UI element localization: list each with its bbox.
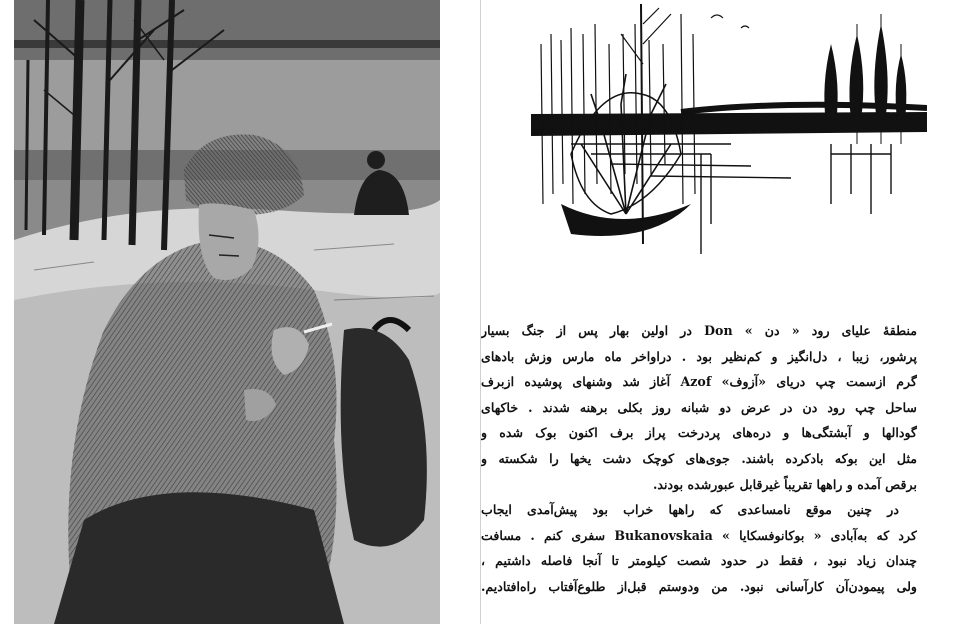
text-line: گودالها و آبشتگی‌ها و دره‌های پردرخت پراز برف اکنون بوک شده و — [481, 425, 917, 441]
winter-man-illustration — [14, 0, 440, 624]
flooded-landscape-sketch — [531, 4, 927, 272]
text-line: ولی پیمودن‌آن کارآسانی نبود. من ودوستم قبل‌از طلوع‌آفتاب راه‌افتادیم. — [481, 578, 917, 594]
right-page — [481, 0, 962, 624]
text-line: پرشور، زیبا ، دل‌انگیز و کم‌نظیر بود . دراواخر ماه مارس وزش بادهای — [481, 348, 917, 364]
paragraph — [481, 318, 917, 497]
left-page — [0, 0, 480, 624]
text-line: منطقهٔ علیای رود « دن » Don در اولین بهار پس از جنگ بسیار — [481, 323, 917, 338]
text-line: ساحل چپ رود دن در عرض دو شبانه روز بکلی برهنه شدند . خاکهای — [481, 399, 917, 415]
text-line: برقص آمده و راهها تقریباً غیرقابل عبورشده بودند. — [653, 476, 917, 492]
text-line: کرد که به‌آبادی « بوکانوفسکایا » Bukanovskaia سفری کنم . مسافت — [481, 527, 917, 543]
text-line: در چنین موقع نامساعدی که راهها خراب بود پیش‌آمدی ایجاب — [481, 502, 899, 518]
paragraph — [481, 497, 917, 599]
story-text — [481, 318, 917, 600]
text-line: گرم ازسمت چپ دریای «آزوف» Azof آغاز شد وشنهای پوشیده ازبرف — [481, 374, 917, 390]
text-line: چندان زیاد نبود ، فقط در حدود شصت کیلومتر تا آنجا فاصله داشتیم ، — [481, 553, 917, 569]
text-line: مثل این بوکه بادکرده باشند. جوی‌های کوچک دشت یخها را شکسته و — [481, 450, 917, 466]
